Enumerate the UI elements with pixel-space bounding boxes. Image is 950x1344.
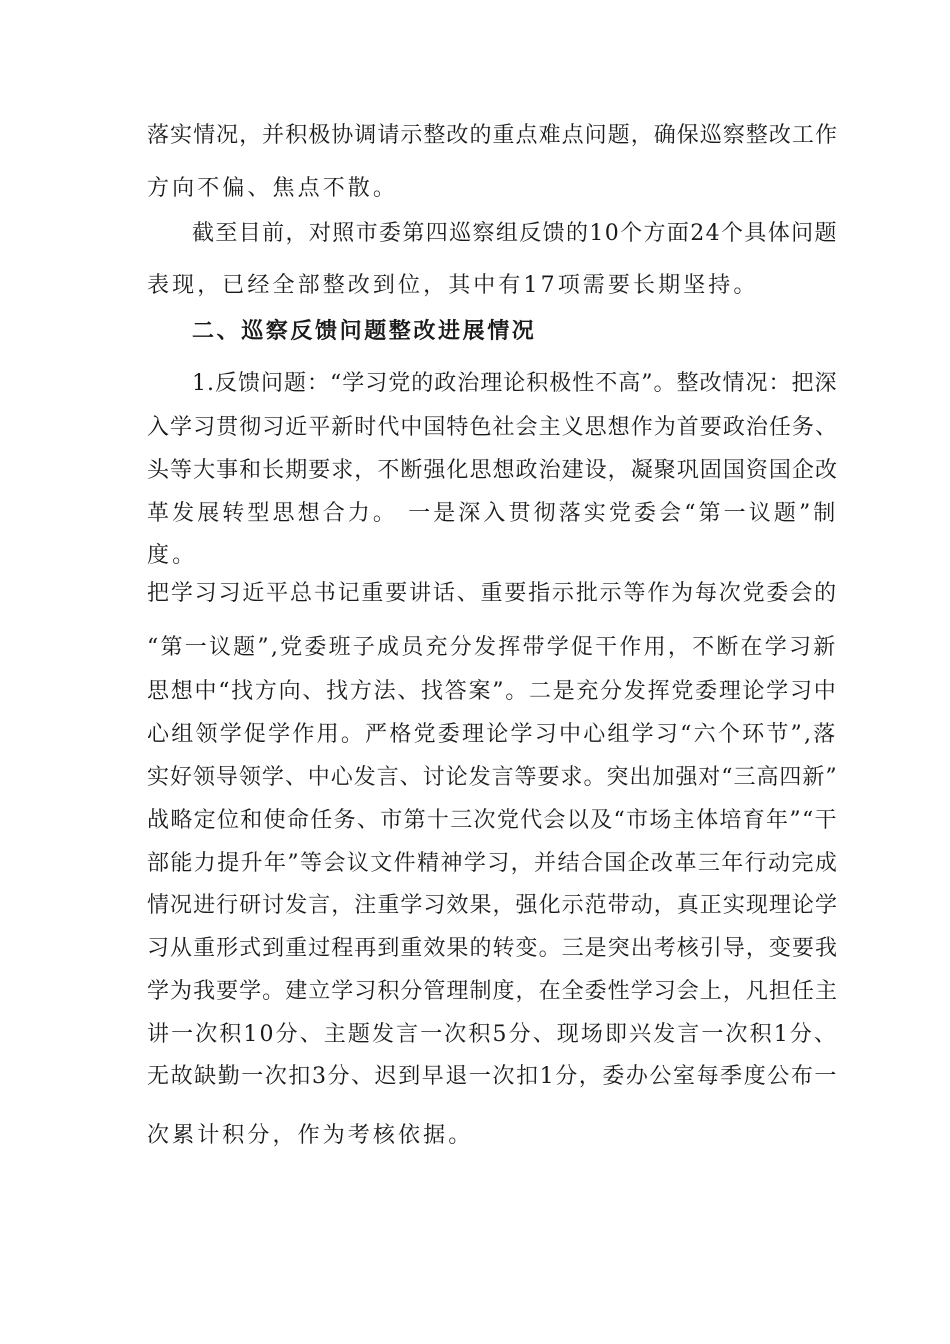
body-text-line: 部能力提升年”等会议文件精神学习，并结合国企改革三年行动完成 <box>147 851 839 876</box>
body-text-line: 无故缺勤一次扣3分、迟到早退一次扣1分，委办公室每季度公布一 <box>147 1064 838 1089</box>
body-text-line: 心组领学促学作用。严格党委理论学习中心组学习“六个环节”,落 <box>147 722 838 747</box>
body-text-line: 截至目前，对照市委第四巡察组反馈的10个方面24个具体问题 <box>192 221 838 246</box>
body-text-line: 1.反馈问题：“学习党的政治理论积极性不高”。整改情况：把深 <box>192 371 838 396</box>
body-text-line: 入学习贯彻习近平新时代中国特色社会主义思想作为首要政治任务、 <box>147 415 839 440</box>
body-text-line: 表现，已经全部整改到位，其中有17项需要长期坚持。 <box>147 273 759 298</box>
body-text-line: 次累计积分，作为考核依据。 <box>147 1123 474 1148</box>
body-text-line: 习从重形式到重过程再到重效果的转变。三是突出考核引导，变要我 <box>147 936 839 961</box>
body-text-line: 头等大事和长期要求，不断强化思想政治建设，凝聚巩固国资国企改 <box>147 458 839 483</box>
body-text-line: 方向不偏、焦点不散。 <box>147 176 399 201</box>
body-text-line: 思想中“找方向、找方法、找答案”。二是充分发挥党委理论学习中 <box>147 679 838 704</box>
body-text-line: 革发展转型思想合力。 一是深入贯彻落实党委会“第一议题”制 <box>147 501 839 526</box>
body-text-line: 战略定位和使命任务、市第十三次党代会以及“市场主体培育年”“干 <box>147 808 838 833</box>
body-text-line: “第一议题”,党委班子成员充分发挥带学促干作用，不断在学习新 <box>147 635 838 660</box>
body-text-line: 讲一次积10分、主题发言一次积5分、现场即兴发言一次积1分、 <box>147 1022 838 1047</box>
body-text-line: 落实情况，并积极协调请示整改的重点难点问题，确保巡察整改工作 <box>147 123 839 148</box>
section-heading: 二、巡察反馈问题整改进展情况 <box>192 319 537 344</box>
body-text-line: 实好领导领学、中心发言、讨论发言等要求。突出加强对“三高四新” <box>147 765 838 790</box>
body-text-line: 学为我要学。建立学习积分管理制度，在全委性学习会上，凡担任主 <box>147 979 839 1004</box>
body-text-line: 度。 <box>147 543 198 568</box>
body-text-line: 把学习习近平总书记重要讲话、重要指示批示等作为每次党委会的 <box>147 581 838 606</box>
body-text-line: 情况进行研讨发言，注重学习效果，强化示范带动，真正实现理论学 <box>147 893 839 918</box>
